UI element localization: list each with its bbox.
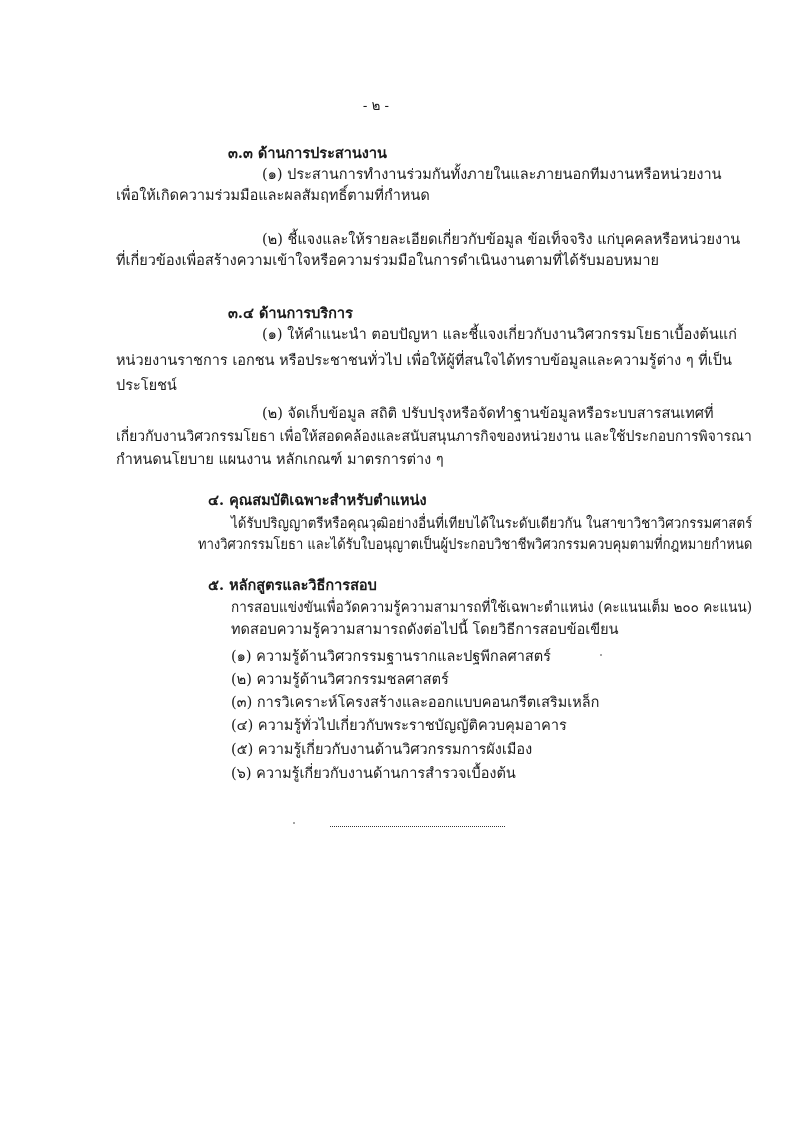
end-dotted-line xyxy=(330,818,505,827)
heading-exam: ๕. หลักสูตรและวิธีการสอบ xyxy=(208,577,377,594)
heading-coordination: ๓.๓ ด้านการประสานงาน xyxy=(228,145,387,162)
coordination-item2-line2: ที่เกี่ยวข้องเพื่อสร้างความเข้าใจหรือความร่วมมือในการดำเนินงานตามที่ได้รับมอบหมาย xyxy=(116,253,659,269)
service-item1-line3: ประโยชน์ xyxy=(116,378,177,394)
scan-speck xyxy=(293,822,295,824)
coordination-item1-line2: เพื่อให้เกิดความร่วมมือและผลสัมฤทธิ์ตามที่กำหนด xyxy=(116,188,430,204)
heading-service: ๓.๔ ด้านการบริการ xyxy=(228,305,353,322)
coordination-item1-line1: (๑) ประสานการทำงานร่วมกันทั้งภายในและภายนอกทีมงานหรือหน่วยงาน xyxy=(262,167,722,183)
heading-qualification: ๔. คุณสมบัติเฉพาะสำหรับตำแหน่ง xyxy=(208,492,427,509)
service-item2-line1: (๒) จัดเก็บข้อมูล สถิติ ปรับปรุงหรือจัดทำฐานข้อมูลหรือระบบสารสนเทศที่ xyxy=(262,406,714,422)
exam-item: (๒) ความรู้ด้านวิศวกรรมชลศาสตร์ xyxy=(231,672,449,688)
exam-intro-line1: การสอบแข่งขันเพื่อวัดความรู้ความสามารถที่ใช้เฉพาะตำแหน่ง (คะแนนเต็ม ๒๐๐ คะแนน) xyxy=(231,600,753,616)
service-item2-line2: เกี่ยวกับงานวิศวกรรมโยธา เพื่อให้สอดคล้องและสนับสนุนภารกิจของหน่วยงาน และใช้ประกอบการพิจารณา xyxy=(116,429,752,445)
exam-item: (๔) ความรู้ทั่วไปเกี่ยวกับพระราชบัญญัติควบคุมอาคาร xyxy=(231,718,567,734)
scan-speck xyxy=(600,654,602,656)
qualification-line2: ทางวิศวกรรมโยธา และได้รับใบอนุญาตเป็นผู้ประกอบวิชาชีพวิศวกรรมควบคุมตามที่กฎหมายกำหนด xyxy=(198,537,753,553)
service-item1-line2: หน่วยงานราชการ เอกชน หรือประชาชนทั่วไป เพื่อให้ผู้ที่สนใจได้ทราบข้อมูลและความรู้ต่าง ๆ ที่เป็น xyxy=(116,353,732,369)
exam-item: (๕) ความรู้เกี่ยวกับงานด้านวิศวกรรมการผังเมือง xyxy=(231,742,533,758)
exam-item: (๖) ความรู้เกี่ยวกับงานด้านการสำรวจเบื้องต้น xyxy=(231,766,516,782)
exam-item: (๓) การวิเคราะห์โครงสร้างและออกแบบคอนกรีตเสริมเหล็ก xyxy=(231,695,600,711)
qualification-line1: ได้รับปริญญาตรีหรือคุณวุฒิอย่างอื่นที่เทียบได้ในระดับเดียวกัน ในสาขาวิชาวิศวกรรมศาสตร์ xyxy=(231,516,753,532)
service-item1-line1: (๑) ให้คำแนะนำ ตอบปัญหา และชี้แจงเกี่ยวกับงานวิศวกรรมโยธาเบื้องต้นแก่ xyxy=(262,327,737,343)
exam-item: (๑) ความรู้ด้านวิศวกรรมฐานรากและปฐพีกลศาสตร์ xyxy=(231,649,551,665)
service-item2-line3: กำหนดนโยบาย แผนงาน หลักเกณฑ์ มาตรการต่าง ๆ xyxy=(116,452,444,468)
exam-intro-line2: ทดสอบความรู้ความสามารถดังต่อไปนี้ โดยวิธีการสอบข้อเขียน xyxy=(231,622,619,638)
coordination-item2-line1: (๒) ชี้แจงและให้รายละเอียดเกี่ยวกับข้อมูล ข้อเท็จจริง แก่บุคคลหรือหน่วยงาน xyxy=(262,232,741,248)
page-number: - ๒ - xyxy=(362,98,390,114)
